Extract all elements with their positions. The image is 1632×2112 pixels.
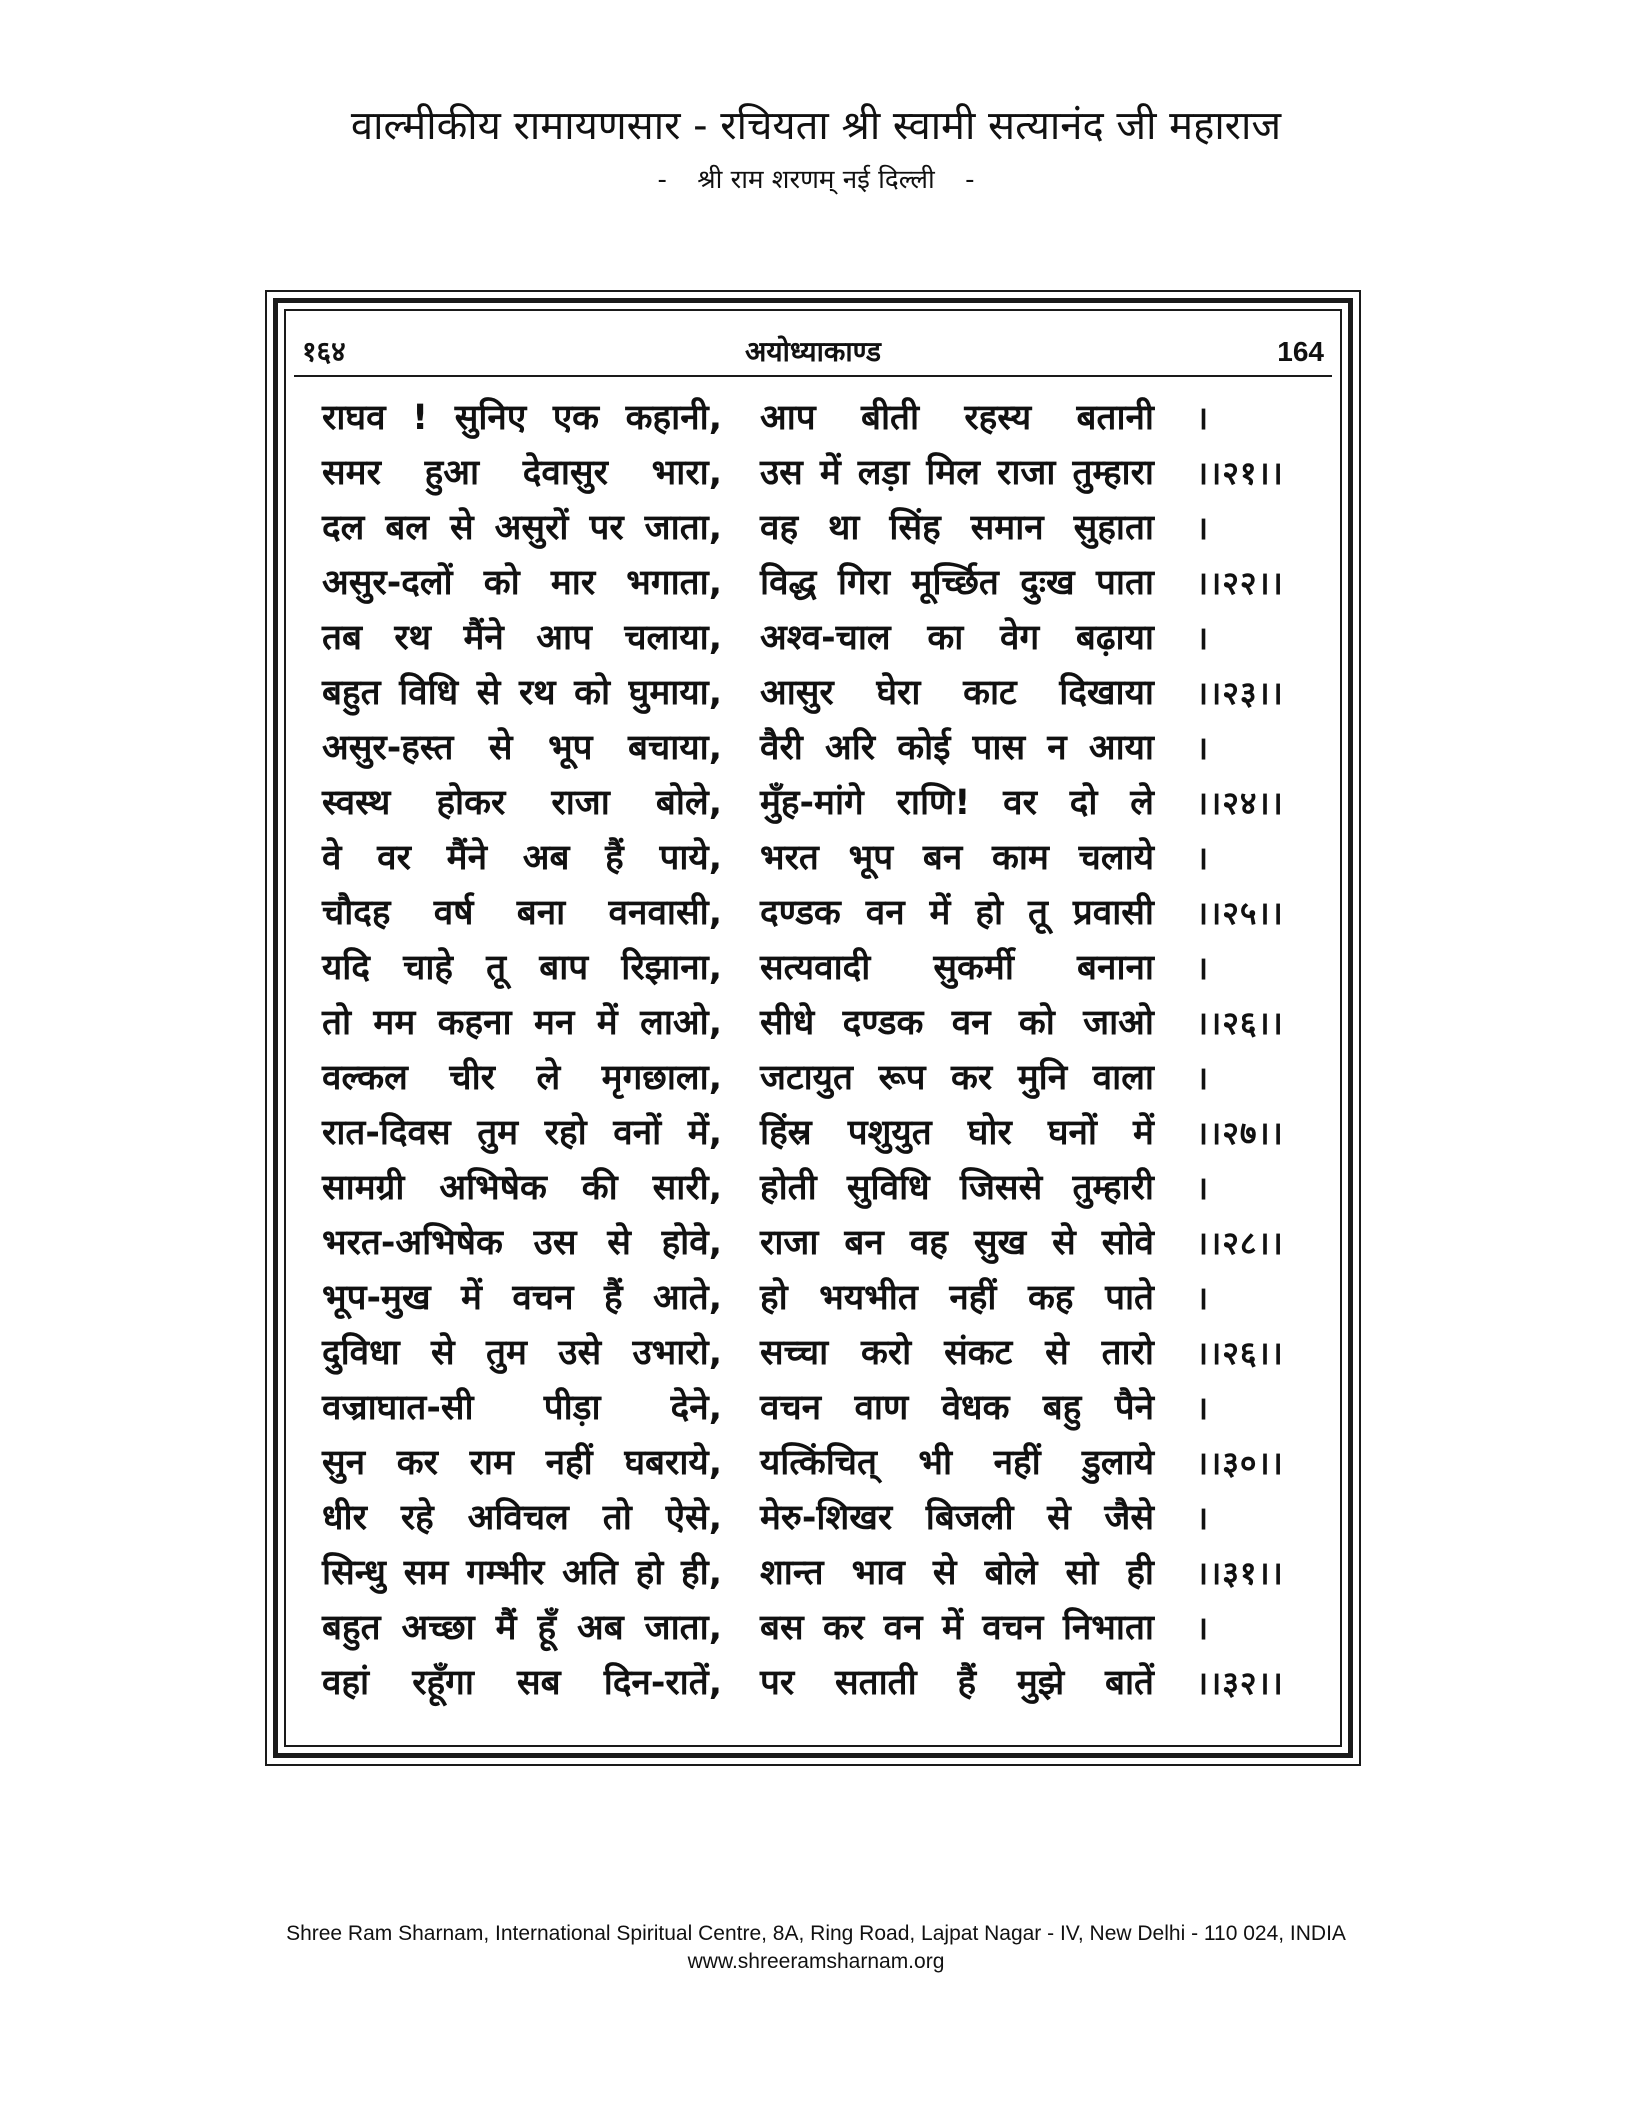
verse-row: [286, 996, 1340, 1051]
verse-first-half: असुर-दलों को मार भगाता,: [322, 563, 722, 603]
verse-second-half: राजा बन वह सुख से सोवे: [760, 1223, 1154, 1263]
verse-first-half: बहुत विधि से रथ को घुमाया,: [322, 673, 722, 713]
verse-row: [286, 1051, 1340, 1106]
verse-second-half: यत्किंचित् भी नहीं डुलाये: [760, 1443, 1154, 1483]
verse-second-half: आसुर घेरा काट दिखाया: [760, 673, 1154, 713]
verse-second-half: अश्व-चाल का वेग बढ़ाया: [760, 618, 1154, 658]
verse-marker: ।: [1196, 1389, 1210, 1427]
verse-first-half: सामग्री अभिषेक की सारी,: [322, 1168, 722, 1208]
verse-row: [286, 886, 1340, 941]
verse-second-half: भरत भूप बन काम चलाये: [760, 838, 1154, 878]
verse-marker: ।।२१।।: [1196, 454, 1284, 492]
verse-marker: ।।२४।।: [1196, 784, 1284, 822]
verse-row: [286, 1436, 1340, 1491]
verse-first-half: दल बल से असुरों पर जाता,: [322, 508, 722, 548]
verse-row: [286, 1216, 1340, 1271]
verse-marker: ।।२८।।: [1196, 1224, 1284, 1262]
verse-row: [286, 1326, 1340, 1381]
verse-first-half: समर हुआ देवासुर भारा,: [322, 453, 722, 493]
verse-marker: ।: [1196, 1499, 1210, 1537]
verse-second-half: उस में लड़ा मिल राजा तुम्हारा: [760, 453, 1154, 493]
verse-first-half: स्वस्थ होकर राजा बोले,: [322, 783, 722, 823]
verse-second-half: हो भयभीत नहीं कह पाते: [760, 1278, 1154, 1318]
verse-marker: ।।२६।।: [1196, 1334, 1284, 1372]
subtitle-text: श्री राम शरणम् नई दिल्ली: [697, 165, 935, 195]
verse-second-half: दण्डक वन में हो तू प्रवासी: [760, 893, 1154, 933]
page-number: 164: [1277, 336, 1324, 367]
verse-row: [286, 1381, 1340, 1436]
verse-row: [286, 1601, 1340, 1656]
verse-second-half: वह था सिंह समान सुहाता: [760, 508, 1154, 548]
verse-first-half: तो मम कहना मन में लाओ,: [322, 1003, 722, 1043]
verse-second-half: हिंस्र पशुयुत घोर घनों में: [760, 1113, 1154, 1153]
verse-row: [286, 1106, 1340, 1161]
verse-first-half: यदि चाहे तू बाप रिझाना,: [322, 948, 722, 988]
verse-second-half: बस कर वन में वचन निभाता: [760, 1608, 1154, 1648]
verse-second-half: पर सताती हैं मुझे बातें: [760, 1663, 1154, 1703]
verse-second-half: जटायुत रूप कर मुनि वाला: [760, 1058, 1154, 1098]
page-frame-thick-border: [273, 298, 1353, 1758]
verse-second-half: मुँह-मांगे राणि! वर दो ले: [760, 783, 1154, 823]
verse-marker: ।।२३।।: [1196, 674, 1284, 712]
document-title: वाल्मीकीय रामायणसार - रचियता श्री स्वामी सत्यानंद जी महाराज: [350, 103, 1282, 149]
page-header: [302, 333, 1324, 371]
verse-first-half: भरत-अभिषेक उस से होवे,: [322, 1223, 722, 1263]
verse-list: [286, 391, 1340, 1711]
verse-first-half: बहुत अच्छा मैं हूँ अब जाता,: [322, 1608, 722, 1648]
verse-first-half: सिन्धु सम गम्भीर अति हो ही,: [322, 1553, 722, 1593]
verse-marker: ।: [1196, 1059, 1210, 1097]
verse-row: [286, 1491, 1340, 1546]
verse-row: [286, 1271, 1340, 1326]
header-divider: [294, 375, 1332, 377]
verse-second-half: सच्चा करो संकट से तारो: [760, 1333, 1154, 1373]
verse-marker: ।।२६।।: [1196, 1004, 1284, 1042]
verse-first-half: वल्कल चीर ले मृगछाला,: [322, 1058, 722, 1098]
verse-marker: ।: [1196, 509, 1210, 547]
verse-marker: ।।२२।।: [1196, 564, 1284, 602]
verse-marker: ।: [1196, 1279, 1210, 1317]
verse-first-half: वहां रहूँगा सब दिन-रातें,: [322, 1663, 722, 1703]
verse-row: [286, 556, 1340, 611]
page-frame-inner-border: [284, 309, 1342, 1747]
verse-second-half: सत्यवादी सुकर्मी बनाना: [760, 948, 1154, 988]
verse-marker: ।: [1196, 949, 1210, 987]
verse-marker: ।: [1196, 839, 1210, 877]
verse-first-half: राघव ! सुनिए एक कहानी,: [322, 398, 722, 438]
verse-first-half: वज्राघात-सी पीड़ा देने,: [322, 1388, 722, 1428]
subtitle-dash-left: -: [657, 165, 667, 195]
footer-address: Shree Ram Sharnam, International Spiritual Centre, 8A, Ring Road, Lajpat Nagar - IV, New Delhi - 110 024, INDIA: [286, 1922, 1346, 1945]
verse-second-half: होती सुविधि जिससे तुम्हारी: [760, 1168, 1154, 1208]
page-frame: [265, 290, 1361, 1766]
verse-second-half: मेरु-शिखर बिजली से जैसे: [760, 1498, 1154, 1538]
verse-first-half: दुविधा से तुम उसे उभारो,: [322, 1333, 722, 1373]
verse-first-half: तब रथ मैंने आप चलाया,: [322, 618, 722, 658]
subtitle-dash-right: -: [965, 165, 975, 195]
verse-row: [286, 611, 1340, 666]
verse-row: [286, 666, 1340, 721]
verse-first-half: रात-दिवस तुम रहो वनों में,: [322, 1113, 722, 1153]
verse-row: [286, 941, 1340, 996]
verse-marker: ।: [1196, 1169, 1210, 1207]
verse-marker: ।: [1196, 399, 1210, 437]
verse-marker: ।।३२।।: [1196, 1664, 1284, 1702]
verse-row: [286, 831, 1340, 886]
verse-second-half: सीधे दण्डक वन को जाओ: [760, 1003, 1154, 1043]
verse-row: [286, 721, 1340, 776]
verse-row: [286, 1161, 1340, 1216]
verse-first-half: धीर रहे अविचल तो ऐसे,: [322, 1498, 722, 1538]
verse-second-half: शान्त भाव से बोले सो ही: [760, 1553, 1154, 1593]
verse-second-half: आप बीती रहस्य बतानी: [760, 398, 1154, 438]
chapter-title: अयोध्याकाण्ड: [745, 335, 881, 368]
verse-second-half: वचन वाण वेधक बहु पैने: [760, 1388, 1154, 1428]
verse-row: [286, 1656, 1340, 1711]
footer-website: www.shreeramsharnam.org: [687, 1950, 945, 1973]
verse-row: [286, 776, 1340, 831]
verse-first-half: वे वर मैंने अब हैं पाये,: [322, 838, 722, 878]
verse-marker: ।: [1196, 1609, 1210, 1647]
verse-first-half: भूप-मुख में वचन हैं आते,: [322, 1278, 722, 1318]
verse-row: [286, 501, 1340, 556]
verse-marker: ।।२५।।: [1196, 894, 1284, 932]
verse-marker: ।: [1196, 619, 1210, 657]
verse-row: [286, 1546, 1340, 1601]
verse-first-half: असुर-हस्त से भूप बचाया,: [322, 728, 722, 768]
verse-second-half: वैरी अरि कोई पास न आया: [760, 728, 1154, 768]
verse-marker: ।: [1196, 729, 1210, 767]
verse-first-half: चौदह वर्ष बना वनवासी,: [322, 893, 722, 933]
page-number-devanagari: १६४: [302, 335, 346, 368]
verse-marker: ।।३१।।: [1196, 1554, 1284, 1592]
document-subtitle: [0, 160, 1632, 200]
verse-row: [286, 391, 1340, 446]
verse-first-half: सुन कर राम नहीं घबराये,: [322, 1443, 722, 1483]
verse-marker: ।।३०।।: [1196, 1444, 1284, 1482]
verse-row: [286, 446, 1340, 501]
verse-second-half: विद्ध गिरा मूर्च्छित दुःख पाता: [760, 563, 1154, 603]
verse-marker: ।।२७।।: [1196, 1114, 1284, 1152]
